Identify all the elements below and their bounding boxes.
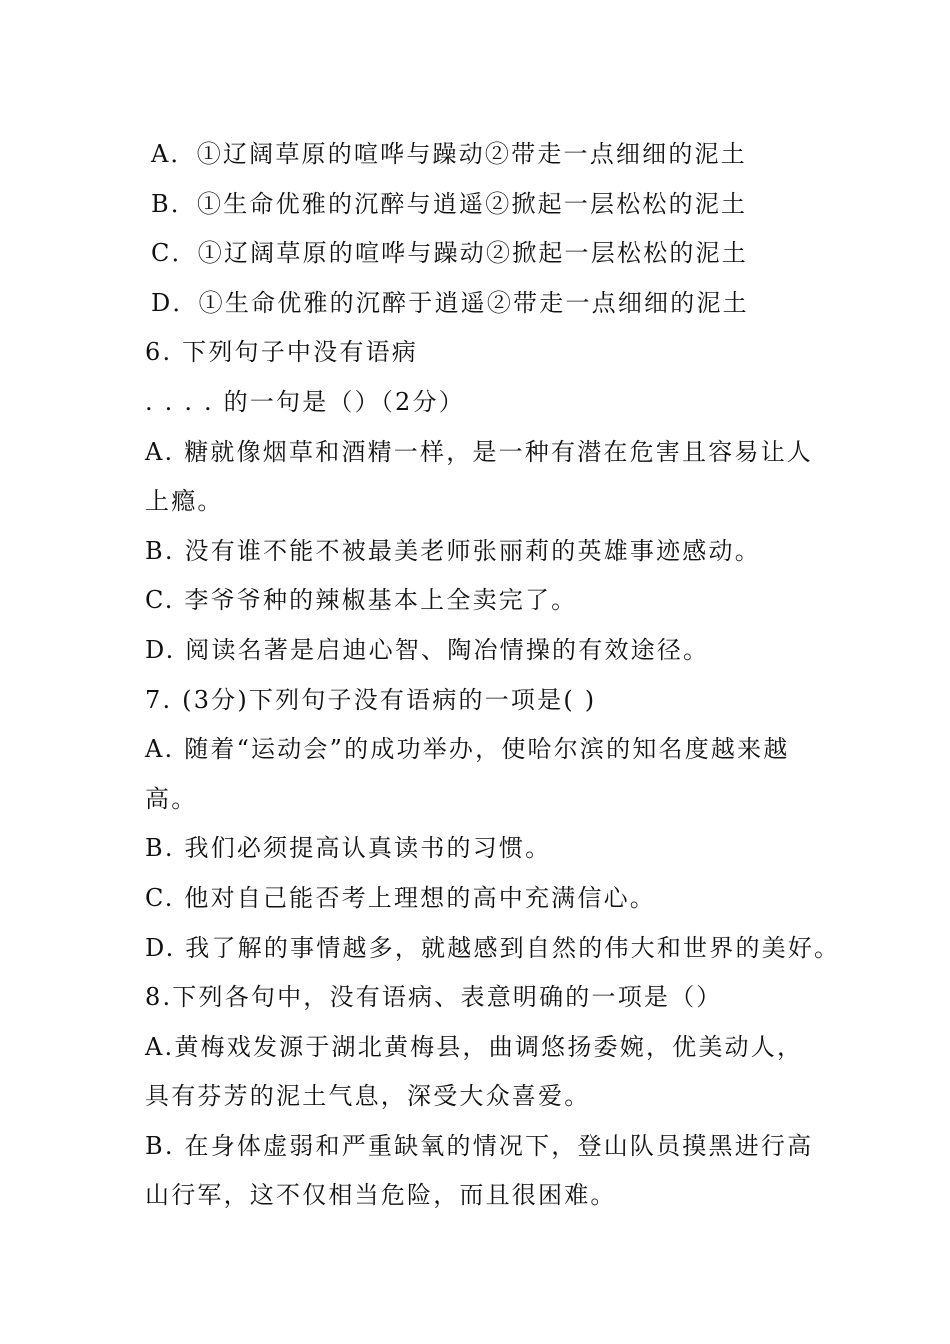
question-6-title-cont: . . . . 的一句是（）（2分） <box>145 387 465 416</box>
question-8-title: 8.下列各句中，没有语病、表意明确的一项是（） <box>145 983 723 1012</box>
question-7-option-a-cont: 高。 <box>145 784 198 813</box>
option-a-line: A．①辽阔草原的喧哗与躁动②带走一点细细的泥土 <box>151 140 747 168</box>
question-8-option-b: B. 在身体虚弱和严重缺氧的情况下，登山队员摸黑进行高 <box>145 1131 814 1160</box>
question-7-title: 7. (3分)下列句子没有语病的一项是( ) <box>145 685 597 714</box>
question-8-option-a: A.黄梅戏发源于湖北黄梅县，曲调悠扬委婉，优美动人， <box>145 1032 804 1061</box>
option-b-line: B．①生命优雅的沉醉与逍遥②掀起一层松松的泥土 <box>151 189 748 218</box>
question-6-title: 6. 下列句子中没有语病 <box>145 338 418 367</box>
question-7-option-b: B. 我们必须提高认真读书的习惯。 <box>145 834 552 863</box>
option-d-line: D．①生命优雅的沉醉于逍遥②带走一点细细的泥土 <box>151 288 749 317</box>
question-7-option-d: D. 我了解的事情越多，就越感到自然的伟大和世界的美好。 <box>145 933 841 962</box>
question-6-option-a: A. 糖就像烟草和酒精一样，是一种有潜在危害且容易让人 <box>145 437 813 466</box>
question-text-block <box>145 130 841 1221</box>
question-7-option-c: C. 他对自己能否考上理想的高中充满信心。 <box>145 883 656 912</box>
question-6-option-c: C. 李爷爷种的辣椒基本上全卖完了。 <box>145 586 578 615</box>
question-6-option-d: D. 阅读名著是启迪心智、陶冶情操的有效途径。 <box>145 635 710 664</box>
question-8-option-b-cont: 山行军，这不仅相当危险，而且很困难。 <box>145 1181 617 1210</box>
question-8-option-a-cont: 具有芬芳的泥土气息，深受大众喜爱。 <box>145 1082 591 1111</box>
option-c-line: C．①辽阔草原的喧哗与躁动②掀起一层松松的泥土 <box>151 239 748 268</box>
question-6-option-a-cont: 上瘾。 <box>145 487 224 516</box>
question-7-option-a: A. 随着“运动会”的成功举办，使哈尔滨的知名度越来越 <box>145 735 790 764</box>
question-6-option-b: B. 没有谁不能不被最美老师张丽莉的英雄事迹感动。 <box>145 536 761 565</box>
